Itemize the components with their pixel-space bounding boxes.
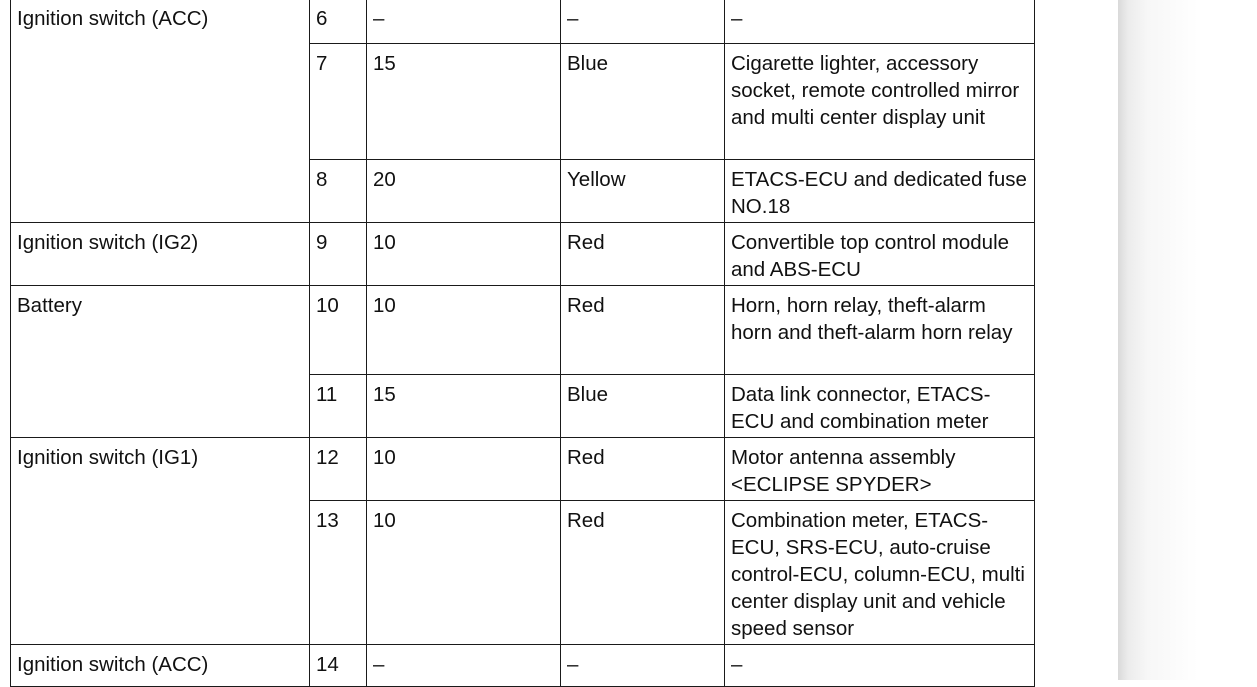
- power-source-cell: Ignition switch (ACC): [11, 645, 310, 687]
- amperage-cell: 10: [367, 501, 561, 645]
- power-source-cell: Battery: [11, 286, 310, 438]
- load-circuit-cell: Horn, horn relay, theft-alarm horn and theft-alarm horn relay: [725, 286, 1035, 375]
- power-source-cell: Ignition switch (IG1): [11, 438, 310, 645]
- load-circuit-cell: Data link connector, ETACS-ECU and combination meter: [725, 375, 1035, 438]
- fuse-color-cell: Blue: [561, 44, 725, 160]
- fuse-number-cell: 8: [310, 160, 367, 223]
- load-circuit-cell: –: [725, 0, 1035, 44]
- amperage-cell: 10: [367, 438, 561, 501]
- fuse-number-cell: 10: [310, 286, 367, 375]
- table-row: [11, 0, 1035, 44]
- fuse-number-cell: 11: [310, 375, 367, 438]
- table-row: [11, 223, 1035, 286]
- fuse-color-cell: –: [561, 645, 725, 687]
- fuse-color-cell: Blue: [561, 375, 725, 438]
- amperage-cell: 10: [367, 223, 561, 286]
- fuse-number-cell: 14: [310, 645, 367, 687]
- load-circuit-cell: Cigarette lighter, accessory socket, remote controlled mirror and multi center display unit: [725, 44, 1035, 160]
- load-circuit-cell: Motor antenna assembly <ECLIPSE SPYDER>: [725, 438, 1035, 501]
- amperage-cell: 20: [367, 160, 561, 223]
- amperage-cell: –: [367, 0, 561, 44]
- page-edge-shadow: [1118, 0, 1257, 680]
- fuse-number-cell: 13: [310, 501, 367, 645]
- power-source-cell: Ignition switch (IG2): [11, 223, 310, 286]
- load-circuit-cell: Combination meter, ETACS-ECU, SRS-ECU, auto-cruise control-ECU, column-ECU, multi center display unit and vehicle speed sensor: [725, 501, 1035, 645]
- fuse-color-cell: Red: [561, 501, 725, 645]
- fuse-color-cell: Yellow: [561, 160, 725, 223]
- power-source-cell: Ignition switch (ACC): [11, 0, 310, 223]
- fuse-number-cell: 7: [310, 44, 367, 160]
- fuse-number-cell: 12: [310, 438, 367, 501]
- table-row: [11, 645, 1035, 687]
- load-circuit-cell: ETACS-ECU and dedicated fuse NO.18: [725, 160, 1035, 223]
- load-circuit-cell: –: [725, 645, 1035, 687]
- fuse-number-cell: 9: [310, 223, 367, 286]
- fuse-color-cell: –: [561, 0, 725, 44]
- fuse-color-cell: Red: [561, 223, 725, 286]
- load-circuit-cell: Convertible top control module and ABS-ECU: [725, 223, 1035, 286]
- amperage-cell: 15: [367, 375, 561, 438]
- fuse-color-cell: Red: [561, 286, 725, 375]
- amperage-cell: 10: [367, 286, 561, 375]
- amperage-cell: –: [367, 645, 561, 687]
- table-row: [11, 286, 1035, 375]
- amperage-cell: 15: [367, 44, 561, 160]
- fuse-color-cell: Red: [561, 438, 725, 501]
- fuse-table: [10, 0, 1035, 687]
- fuse-number-cell: 6: [310, 0, 367, 44]
- table-row: [11, 438, 1035, 501]
